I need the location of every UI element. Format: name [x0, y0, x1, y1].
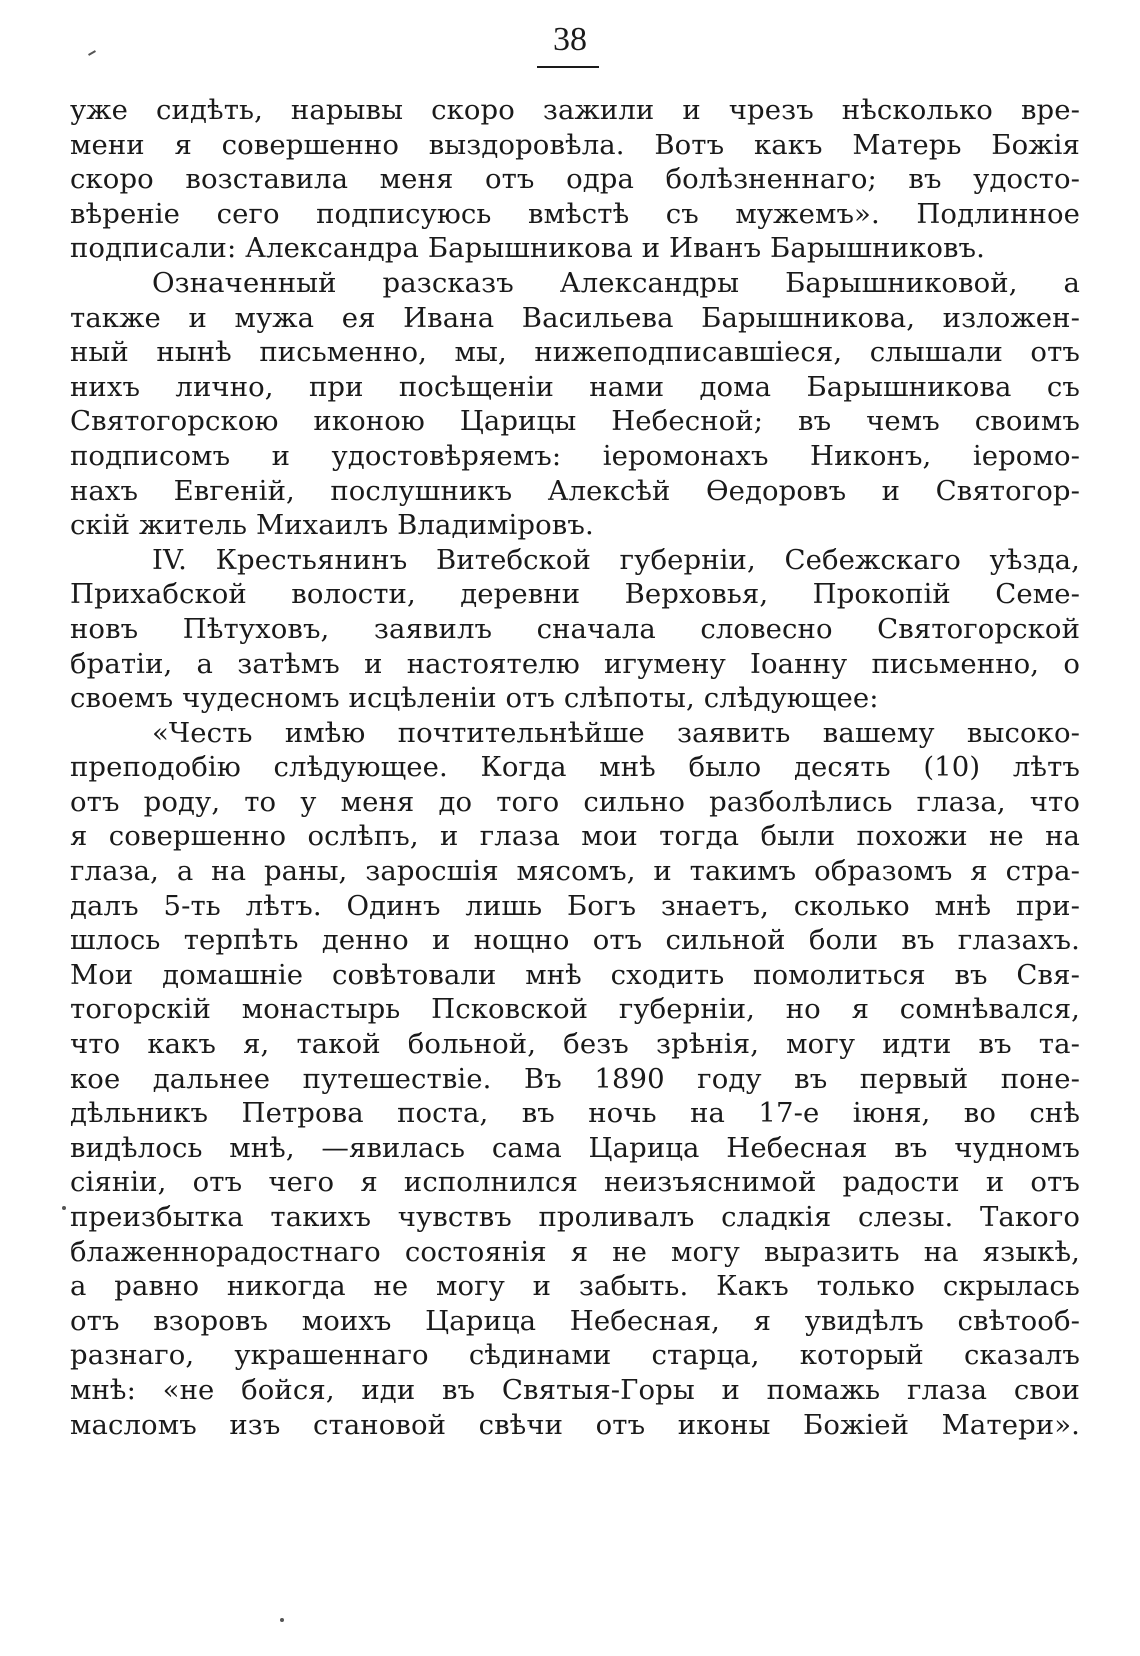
text-line: преподобію слѣдующее. Когда мнѣ было десять (10) лѣтъ [70, 751, 1080, 784]
text-line: а равно никогда не могу и забыть. Какъ только скрылась [70, 1270, 1080, 1303]
text-line: скій житель Михаилъ Владиміровъ. [70, 509, 594, 542]
page-number: 38 [553, 21, 587, 58]
text-line: ный нынѣ письменно, мы, нижеподписавшіеся, слышали отъ [70, 336, 1080, 369]
text-line: преизбытка такихъ чувствъ проливалъ сладкія слезы. Такого [70, 1201, 1080, 1233]
text-line: блаженнорадостнаго состоянія я не могу выразить на языкѣ, [70, 1235, 1080, 1268]
text-line: сіяніи, отъ чего я исполнился неизъяснимой радости и отъ [70, 1166, 1080, 1199]
text-line: скоро возставила меня отъ одра болѣзненнаго; въ удосто- [70, 163, 1080, 196]
text-line: Святогорскою иконою Царицы Небесной; въ чемъ своимъ [70, 405, 1080, 438]
text-line: отъ взоровъ моихъ Царица Небесная, я увидѣлъ свѣтооб- [70, 1304, 1080, 1337]
text-line: глаза, а на раны, заросшія мясомъ, и такимъ образомъ я стра- [70, 855, 1080, 888]
text-line: подписали: Александра Барышникова и Иванъ Барышниковъ. [70, 232, 985, 265]
text-line: кое дальнее путешествіе. Въ 1890 году въ первый поне- [70, 1062, 1080, 1095]
text-line: что какъ я, такой больной, безъ зрѣнія, могу идти въ та- [70, 1028, 1080, 1061]
text-line: IV. Крестьянинъ Витебской губерніи, Себежскаго уѣзда, [152, 543, 1080, 576]
text-line: далъ 5-ть лѣтъ. Одинъ лишь Богъ знаетъ, сколько мнѣ при- [70, 889, 1080, 922]
text-line: также и мужа ея Ивана Васильева Барышникова, изложен- [70, 301, 1080, 334]
text-line: отъ роду, то у меня до того сильно разболѣлись глаза, что [70, 785, 1080, 818]
text-line: вѣреніе сего подписуюсь вмѣстѣ съ мужемъ». Подлинное [70, 197, 1080, 230]
text-line: шлось терпѣть денно и нощно отъ сильной боли въ глазахъ. [70, 924, 1080, 957]
text-line: Мои домашніе совѣтовали мнѣ сходить помолиться въ Свя- [70, 958, 1080, 991]
text-line: видѣлось мнѣ, —явилась сама Царица Небесная въ чудномъ [70, 1131, 1080, 1164]
text-line: я совершенно ослѣпъ, и глаза мои тогда были похожи не на [70, 820, 1080, 853]
page-number-underline [537, 66, 599, 68]
text-line: своемъ чудесномъ исцѣленіи отъ слѣпоты, слѣдующее: [70, 682, 879, 715]
text-line: разнаго, украшеннаго сѣдинами старца, который сказалъ [70, 1339, 1080, 1372]
text-line: дѣльникъ Петрова поста, въ ночь на 17-е іюня, во снѣ [70, 1097, 1080, 1130]
print-speck [62, 1206, 66, 1210]
text-line: мнѣ: «не бойся, иди въ Святыя-Горы и помажь глаза свои [70, 1373, 1080, 1406]
text-line: масломъ изъ становой свѣчи отъ иконы Божіей Матери». [70, 1408, 1080, 1441]
print-speck [280, 1618, 284, 1622]
text-line: тогорскій монастырь Псковской губерніи, но я сомнѣвался, [70, 993, 1080, 1026]
body-text [70, 93, 1080, 1442]
text-line: братіи, а затѣмъ и настоятелю игумену Іоанну письменно, о [70, 647, 1080, 680]
text-line: подписомъ и удостовѣряемъ: іеромонахъ Никонъ, іеромо- [70, 439, 1080, 472]
text-line: нахъ Евгеній, послушникъ Алексѣй Ѳедоровъ и Святогор- [70, 474, 1080, 507]
text-line: нихъ лично, при посѣщеніи нами дома Барышникова съ [70, 370, 1080, 403]
text-line: новъ Пѣтуховъ, заявилъ сначала словесно Святогорской [70, 612, 1080, 645]
text-line: «Честь имѣю почтительнѣйше заявить вашему высоко- [152, 716, 1080, 749]
text-line: мени я совершенно выздоровѣла. Вотъ какъ Матерь Божія [70, 128, 1080, 161]
text-line: Означенный разсказъ Александры Барышниковой, а [152, 266, 1080, 299]
text-line: Прихабской волости, деревни Верховья, Прокопій Семе- [70, 578, 1080, 611]
text-line: уже сидѣть, нарывы скоро зажили и чрезъ нѣсколько вре- [70, 94, 1080, 126]
